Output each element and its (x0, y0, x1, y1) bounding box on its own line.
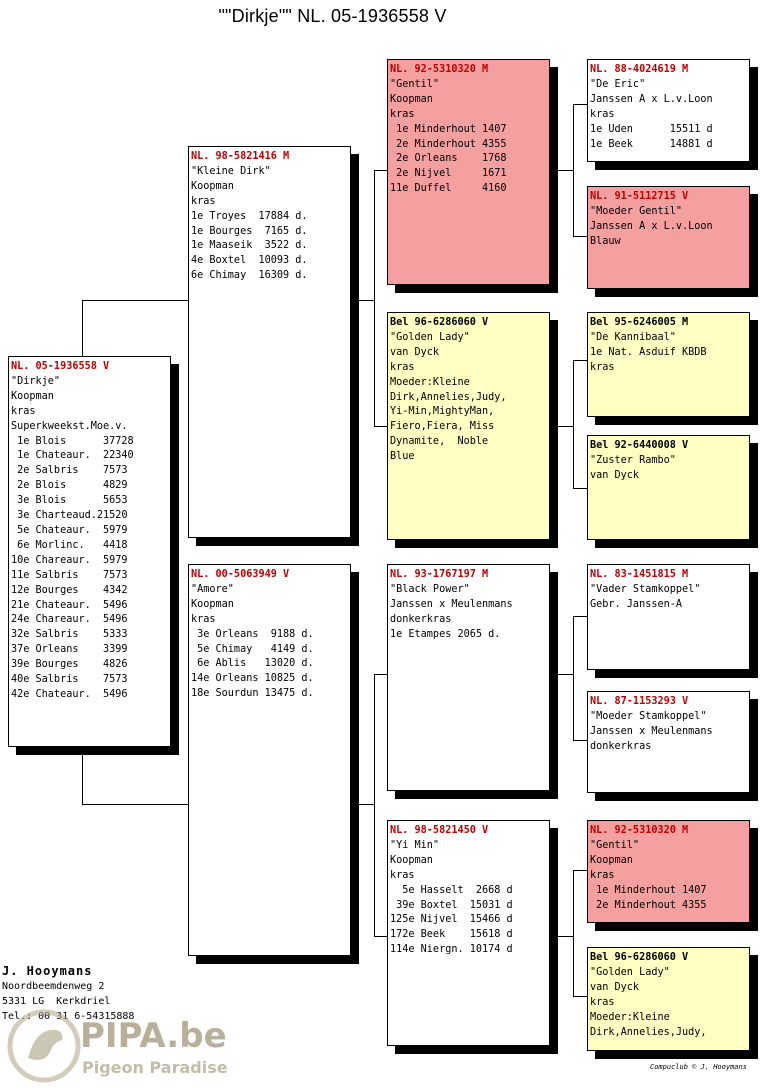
pedigree-line: kras (390, 869, 415, 881)
connector (573, 360, 574, 488)
connector (573, 360, 588, 361)
connector (374, 170, 388, 171)
connector (82, 300, 83, 357)
connector (573, 616, 574, 740)
pedigree-line: 172e Beek 15618 d (390, 929, 513, 941)
breeder-city: 5331 LG Kerkdriel (2, 996, 111, 1007)
connector (573, 740, 588, 741)
pedigree-line: kras (11, 405, 36, 417)
pedigree-line: 3e Orleans 9188 d. (191, 628, 314, 640)
pedigree-card-dam-dam-sire (587, 820, 750, 923)
pedigree-line: Dynamite, Noble (390, 436, 489, 448)
ring-number: NL. 05-1936558 V (11, 361, 110, 372)
pedigree-line: Blauw (590, 235, 621, 247)
pedigree-line: 3e Blois 5653 (11, 495, 128, 507)
pedigree-line: kras (191, 195, 216, 207)
pedigree-line: 3e Charteaud.21520 (11, 510, 128, 522)
pedigree-line: 6e Morlinc. 4418 (11, 539, 128, 551)
connector (573, 488, 588, 489)
pedigree-line: 39e Boxtel 15031 d (390, 899, 513, 911)
pipa-logo-subtitle: Pigeon Paradise (82, 1058, 228, 1077)
pedigree-line: Yi-Min,MightyMan, (390, 406, 495, 418)
connector (350, 300, 374, 301)
ring-number: NL. 00-5063949 V (191, 569, 290, 580)
connector (82, 804, 189, 805)
pedigree-line: 1e Beek 14881 d (590, 138, 713, 150)
ring-number: NL. 87-1153293 V (590, 696, 689, 707)
pedigree-line: Moeder:Kleine (590, 1011, 670, 1023)
connector (549, 170, 573, 171)
pedigree-line: Koopman (590, 854, 633, 866)
pedigree-line: 1e Minderhout 1407 (590, 884, 707, 896)
pedigree-line: van Dyck (390, 346, 440, 358)
pedigree-line: Dirk,Annelies,Judy, (590, 1026, 707, 1038)
pedigree-line: Dirk,Annelies,Judy, (390, 391, 507, 403)
breeder-address: Noordbeemdenweg 2 (2, 981, 105, 992)
pedigree-line: "Moeder Gentil" (590, 205, 683, 217)
pedigree-card-dam (188, 564, 351, 956)
pedigree-line: 18e Sourdun 13475 d. (191, 688, 314, 700)
pedigree-line: Janssen x Meulenmans (590, 725, 713, 737)
pedigree-line: donkerkras (390, 613, 452, 625)
pedigree-card-sire-dam-dam (587, 435, 750, 540)
pedigree-line: 10e Chareaur. 5979 (11, 554, 128, 566)
pedigree-line: kras (191, 613, 216, 625)
pedigree-line: kras (590, 361, 615, 373)
ring-number: NL. 93-1767197 M (390, 569, 489, 580)
pedigree-line: 42e Chateaur. 5496 (11, 688, 128, 700)
pedigree-card-sire-sire-sire (587, 59, 750, 162)
pedigree-line: 1e Chateaur. 22340 (11, 450, 134, 462)
pedigree-line: 4e Boxtel 10093 d. (191, 255, 308, 267)
pedigree-line: 12e Bourges 4342 (11, 584, 128, 596)
pedigree-line: 40e Salbris 7573 (11, 674, 128, 686)
pedigree-line: 6e Ablis 13020 d. (191, 658, 314, 670)
pedigree-line: "Vader Stamkoppel" (590, 583, 701, 595)
connector (374, 674, 375, 936)
pedigree-line: "Dirkje" (11, 375, 61, 387)
pedigree-line: "Amore" (191, 583, 234, 595)
pedigree-line: Janssen x Meulenmans (390, 598, 513, 610)
connector (573, 616, 588, 617)
pedigree-line: 1e Uden 15511 d (590, 123, 713, 135)
pedigree-card-subject (8, 356, 171, 747)
pedigree-card-sire-dam (387, 312, 550, 540)
pedigree-line: kras (390, 361, 415, 373)
pedigree-line: "De Eric" (590, 78, 646, 90)
pedigree-line: 1e Blois 37728 (11, 435, 134, 447)
pedigree-line: Koopman (390, 854, 433, 866)
pedigree-card-dam-sire (387, 564, 550, 791)
connector (374, 170, 375, 426)
connector (573, 996, 588, 997)
pedigree-card-sire-sire (387, 59, 550, 285)
ring-number: NL. 88-4024619 M (590, 64, 689, 75)
pedigree-line: "Zuster Rambo" (590, 454, 676, 466)
pedigree-line: 125e Nijvel 15466 d (390, 914, 513, 926)
pedigree-line: 1e Nat. Asduif KBDB (590, 346, 707, 358)
pedigree-line: Gebr. Janssen-A (590, 598, 683, 610)
pedigree-line: 5e Chateaur. 5979 (11, 524, 128, 536)
pedigree-line: Moeder:Kleine (390, 376, 470, 388)
pedigree-line: 2e Salbris 7573 (11, 465, 128, 477)
pedigree-line: 32e Salbris 5333 (11, 629, 128, 641)
pedigree-line: "Gentil" (390, 78, 440, 90)
connector (573, 870, 574, 996)
credit-text: Compuclub © J. Hooymans (650, 1063, 747, 1071)
pedigree-card-dam-dam (387, 820, 550, 1046)
pedigree-line: kras (590, 869, 615, 881)
connector (573, 104, 588, 105)
pedigree-line: donkerkras (590, 740, 652, 752)
pedigree-line: kras (590, 996, 615, 1008)
pedigree-line: Fiero,Fiera, Miss (390, 421, 495, 433)
ring-number: NL. 83-1451815 M (590, 569, 689, 580)
pedigree-line: 21e Chateaur. 5496 (11, 599, 128, 611)
pedigree-line: 14e Orleans 10825 d. (191, 673, 314, 685)
connector (82, 746, 83, 804)
pedigree-line: 1e Maaseik 3522 d. (191, 240, 308, 252)
pedigree-line: Koopman (191, 598, 234, 610)
pedigree-line: Janssen A x L.v.Loon (590, 93, 713, 105)
pedigree-line: van Dyck (590, 469, 640, 481)
connector (573, 236, 588, 237)
pedigree-card-dam-sire-dam (587, 691, 750, 793)
pedigree-line: 11e Duffel 4160 (390, 183, 507, 195)
pedigree-line: 1e Etampes 2065 d. (390, 628, 501, 640)
pedigree-line: 11e Salbris 7573 (11, 569, 128, 581)
pedigree-line: 1e Minderhout 1407 (390, 123, 507, 135)
pedigree-line: "Kleine Dirk" (191, 165, 271, 177)
connector (374, 426, 388, 427)
pedigree-line: 5e Hasselt 2668 d (390, 884, 513, 896)
pedigree-line: 2e Orleans 1768 (390, 153, 507, 165)
pedigree-line: 6e Chimay 16309 d. (191, 270, 308, 282)
pedigree-line: "Golden Lady" (590, 966, 670, 978)
pedigree-line: Janssen A x L.v.Loon (590, 220, 713, 232)
ring-number: NL. 98-5821450 V (390, 825, 489, 836)
pedigree-card-dam-sire-sire (587, 564, 750, 670)
pedigree-line: 1e Troyes 17884 d. (191, 210, 308, 222)
ring-number: NL. 91-5112715 V (590, 191, 689, 202)
ring-number: Bel 92-6440008 V (590, 440, 689, 451)
pedigree-line: kras (590, 108, 615, 120)
pedigree-line: "Golden Lady" (390, 331, 470, 343)
connector (82, 300, 189, 301)
breeder-name: J. Hooymans (2, 964, 93, 978)
connector (350, 804, 374, 805)
pedigree-line: 5e Chimay 4149 d. (191, 643, 314, 655)
pedigree-card-sire (188, 146, 351, 538)
ring-number: Bel 95-6246005 M (590, 317, 689, 328)
connector (374, 674, 388, 675)
connector (374, 936, 388, 937)
pedigree-line: van Dyck (590, 981, 640, 993)
ring-number: NL. 92-5310320 M (590, 825, 689, 836)
ring-number: Bel 96-6286060 V (590, 952, 689, 963)
pedigree-line: "Moeder Stamkoppel" (590, 710, 707, 722)
connector (549, 426, 573, 427)
connector (549, 674, 573, 675)
pedigree-line: 24e Chareaur. 5496 (11, 614, 128, 626)
pedigree-line: "Black Power" (390, 583, 470, 595)
pedigree-line: Koopman (191, 180, 234, 192)
pedigree-card-sire-sire-dam (587, 186, 750, 289)
pedigree-card-dam-dam-dam (587, 947, 750, 1051)
ring-number: NL. 92-5310320 M (390, 64, 489, 75)
pedigree-line: 2e Minderhout 4355 (390, 138, 507, 150)
ring-number: Bel 96-6286060 V (390, 317, 489, 328)
pedigree-line: Koopman (390, 93, 433, 105)
pedigree-line: "Yi Min" (390, 839, 440, 851)
pedigree-line: 114e Niergn. 10174 d (390, 944, 513, 956)
pedigree-line: Koopman (11, 390, 54, 402)
pedigree-line: "De Kannibaal" (590, 331, 676, 343)
pedigree-line: kras (390, 108, 415, 120)
pedigree-line: 2e Blois 4829 (11, 480, 128, 492)
pedigree-card-sire-dam-sire (587, 312, 750, 417)
pedigree-line: 37e Orleans 3399 (11, 644, 128, 656)
pedigree-line: Blue (390, 451, 415, 463)
pedigree-line: 2e Minderhout 4355 (590, 899, 707, 911)
connector (573, 104, 574, 236)
connector (549, 936, 573, 937)
pedigree-line: "Gentil" (590, 839, 640, 851)
connector (573, 870, 588, 871)
breeder-phone: Tel.: 00 31 6-54315888 (2, 1011, 135, 1022)
pedigree-line: 39e Bourges 4826 (11, 659, 128, 671)
pedigree-line: Superkweekst.Moe.v. (11, 420, 128, 432)
pedigree-line: 1e Bourges 7165 d. (191, 225, 308, 237)
page-title: ""Dirkje"" NL. 05-1936558 V (218, 6, 447, 26)
pedigree-line: 2e Nijvel 1671 (390, 168, 507, 180)
pipa-logo-text: PIPA.be (80, 1016, 227, 1056)
ring-number: NL. 98-5821416 M (191, 151, 290, 162)
